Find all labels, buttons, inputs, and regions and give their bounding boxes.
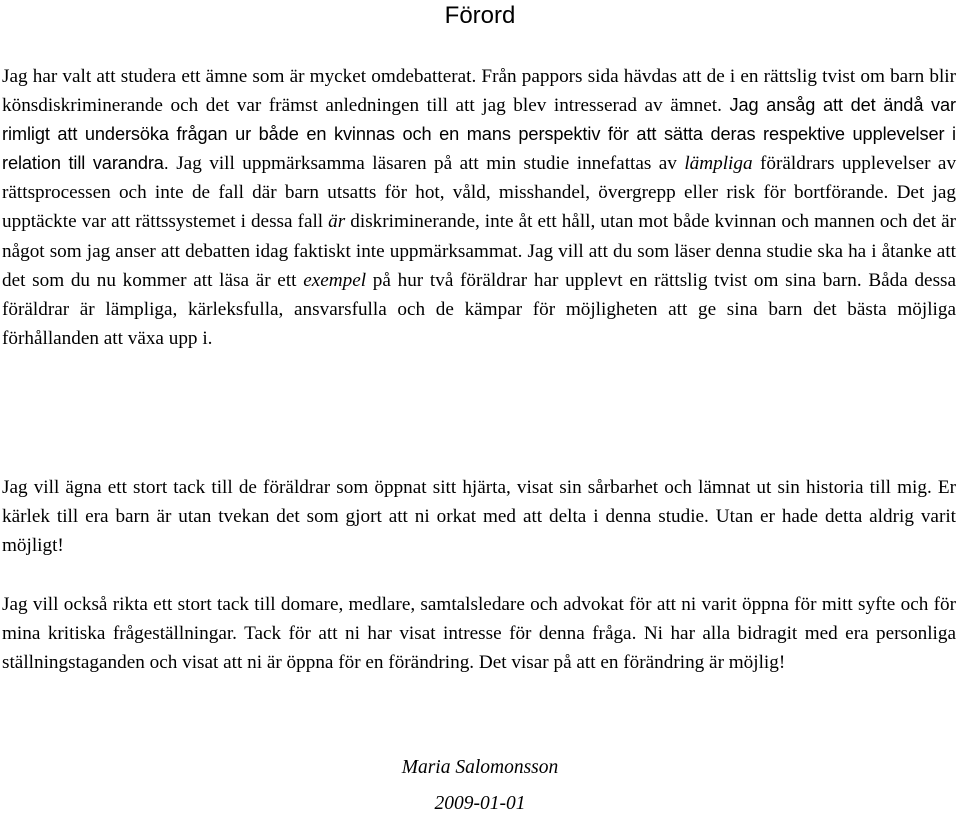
- paragraph-1-sentence-2: Jag ansåg att det ändå var rimligt att undersöka frågan ur både en kvinnas och en mans perspektiv för att sätta deras respektive upplevelser i relation till varandra.: [2, 95, 957, 174]
- signature-name: Maria Salomonsson: [401, 757, 559, 778]
- preface-paragraph-2: Jag vill ägna ett stort tack till de föräldrar som öppnat sitt hjärta, visat sin sårbarhet och lämnat ut sin historia till mig. Er kärlek till era barn är utan tvekan det som gjort att ni orkat med att delta i denna studie. Utan er hade detta aldrig varit möjligt!: [2, 477, 956, 557]
- paragraph-1-text-a: Jag vill uppmärksamma läsaren på att min studie innefattas av: [176, 153, 677, 175]
- preface-paragraph-3: Jag vill också rikta ett stort tack till domare, medlare, samtalsledare och advokat för att ni varit öppna för mitt syfte och för mina kritiska frågeställningar. Tack för att ni har visat intresse för denna fråga. Ni har alla bidragit med era personliga ställningstaganden och visat att ni är öppna för en förändring. Det visar på att en förändring är möjlig!: [2, 594, 956, 674]
- paragraph-1-text-c: diskriminerande, inte åt ett håll, utan mot både kvinnan och mannen och det är något som jag anser att debatten idag faktiskt inte uppmärksammat. Jag vill att du som läser denna studie ska ha i åtanke att det som du nu kommer att läsa är ett: [2, 211, 957, 291]
- preface-paragraph-1: [2, 62, 956, 353]
- paragraph-1-text-d: på hur två föräldrar har upplevt en rättslig tvist om sina barn. Båda dessa föräldrar är lämpliga, kärleksfulla, ansvarsfulla och de kämpar för möjligheten att ge sina barn det bästa möjliga förhållanden att växa upp i.: [2, 269, 957, 349]
- emphasis-lampliga: lämpliga: [684, 153, 753, 175]
- emphasis-ar: är: [328, 211, 346, 233]
- signature-date: 2009-01-01: [434, 793, 526, 814]
- page-title: Förord: [444, 2, 516, 29]
- paragraph-1-sentence-1: Jag har valt att studera ett ämne som är mycket omdebatterat. Från pappors sida hävdas att de i en rättslig tvist om barn blir könsdiskriminerande och det var främst anledningen till att jag blev intresserad av ämnet.: [2, 66, 956, 117]
- paragraph-1-text-b: föräldrars upplevelser av rättsprocessen och inte de fall där barn utsatts för hot, våld, misshandel, övergrepp eller risk för bortförande. Det jag upptäckte var att rättssystemet i dessa fall: [2, 153, 957, 233]
- emphasis-exempel: exempel: [303, 269, 367, 291]
